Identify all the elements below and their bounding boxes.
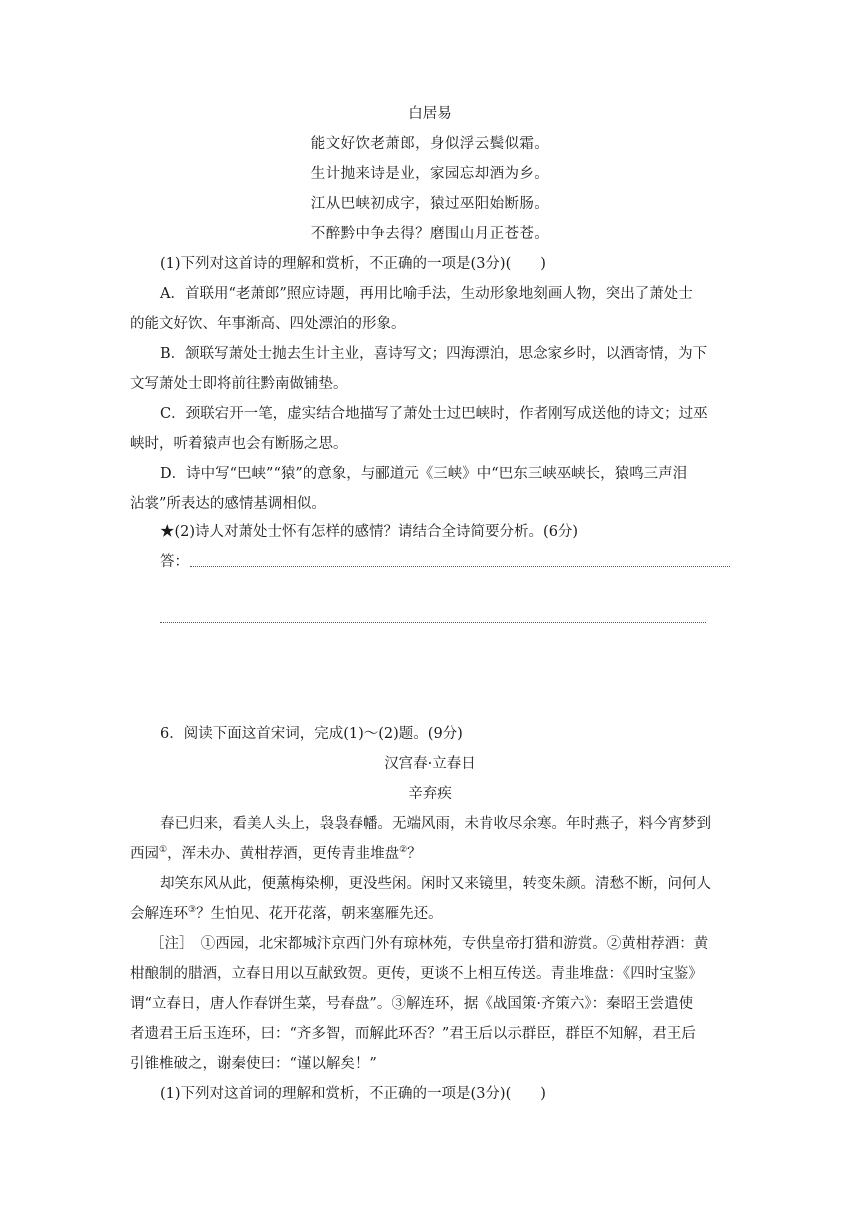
option-c-line-1: C．颈联宕开一笔，虚实结合地描写了萧处士过巴峡时，作者刚写成送他的诗文；过巫	[160, 406, 708, 422]
notes-line-3: 谓“立春日，唐人作春饼生菜，号春盘”。③解连环，据《战国策·齐策六》：秦昭王尝遣使	[130, 996, 694, 1012]
notes-line-5: 引锥椎破之，谢秦使曰：“谨以解矣！”	[130, 1056, 377, 1072]
poem-author: 白居易	[408, 106, 452, 122]
notes-line-4: 者遗君王后玉连环，曰：“齐多智，而解此环否？”君王后以示群臣，群臣不知解，君王后	[130, 1026, 696, 1042]
question-2-stem: ★(2)诗人对萧处士怀有怎样的感情？请结合全诗简要分析。(6分)	[160, 524, 579, 540]
option-c-line-2: 峡时，听着猿声也会有断肠之思。	[130, 436, 348, 452]
ci-paragraph-2-line-1: 却笑东风从此，便薰梅染柳，更没些闲。闲时又来镜里，转变朱颜。清愁不断，问何人	[160, 876, 711, 892]
notes-line-2: 柑酿制的腊酒，立春日用以互献致贺。更传，更谈不上相互传送。青韭堆盘：《四时宝鉴》	[130, 966, 703, 982]
footnote-ref-1: ①	[159, 845, 168, 856]
ci-title: 汉宫春·立春日	[384, 756, 476, 772]
poem-line-3: 江从巴峡初成字，猿过巫阳始断肠。	[310, 196, 550, 212]
option-d-line-1: D．诗中写“巴峡”“猿”的意象，与郦道元《三峡》中“巴东三峡巫峡长，猿鸣三声泪	[160, 466, 688, 482]
footnote-ref-3: ③	[188, 905, 197, 916]
option-b-line-2: 文写萧处士即将前往黔南做铺垫。	[130, 376, 348, 392]
poem-line-4: 不醉黔中争去得？磨围山月正苍苍。	[310, 226, 550, 242]
poem-line-2: 生计抛来诗是业，家园忘却酒为乡。	[310, 166, 550, 182]
question-1-stem: (1)下列对这首诗的理解和赏析，不正确的一项是(3分)( )	[160, 256, 546, 272]
answer-line-2[interactable]	[160, 622, 706, 623]
option-d-line-2: 沾裳”所表达的感情基调相似。	[130, 496, 326, 512]
answer-line-1[interactable]	[190, 566, 730, 567]
question-6-header: 6．阅读下面这首宋词，完成(1)～(2)题。(9分)	[160, 726, 463, 742]
poem-line-1: 能文好饮老萧郎，身似浮云鬓似霜。	[310, 136, 550, 152]
question-6-sub-1-stem: (1)下列对这首词的理解和赏析，不正确的一项是(3分)( )	[160, 1086, 546, 1102]
footnote-ref-2: ②	[399, 845, 408, 856]
ci-paragraph-2-line-2: 会解连环③？生怕见、花开花落，朝来塞雁先还。	[130, 905, 443, 922]
ci-author: 辛弃疾	[408, 786, 452, 802]
option-a-line-1: A．首联用“老萧郎”照应诗题，再用比喻手法，生动形象地刻画人物，突出了萧处士	[160, 286, 693, 302]
answer-label: 答：	[160, 554, 189, 570]
option-a-line-2: 的能文好饮、年事渐高、四处漂泊的形象。	[130, 316, 406, 332]
option-b-line-1: B．颔联写萧处士抛去生计主业，喜诗写文；四海漂泊，思念家乡时，以酒寄情，为下	[160, 346, 708, 362]
ci-paragraph-1-line-1: 春已归来，看美人头上，袅袅春幡。无端风雨，未肯收尽余寒。年时燕子，料今宵梦到	[160, 816, 711, 832]
notes-line-1: ［注］ ①西园，北宋都城汴京西门外有琼林苑，专供皇帝打猎和游赏。②黄柑荐酒：黄	[150, 936, 709, 952]
ci-paragraph-1-line-2: 西园①，浑未办、黄柑荐酒，更传青韭堆盘②？	[130, 845, 422, 862]
